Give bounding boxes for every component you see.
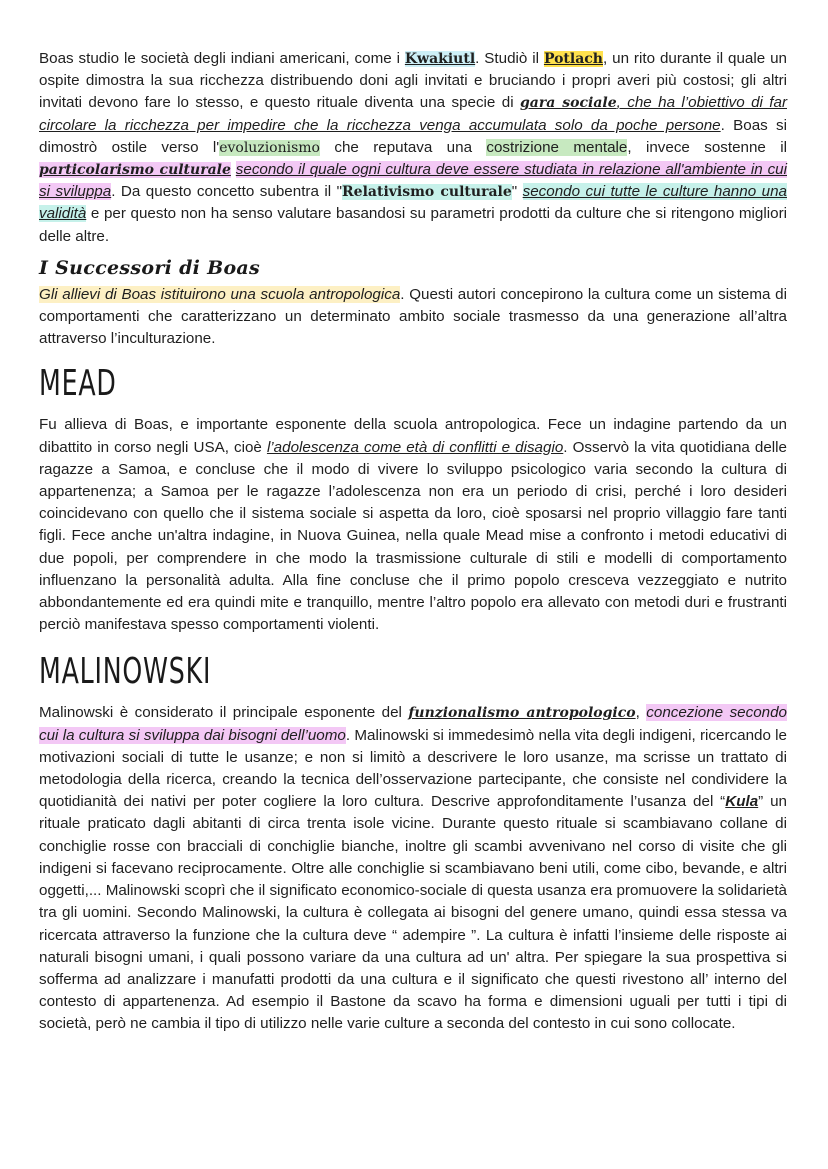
highlight-evoluzionismo: evoluzionismo xyxy=(219,139,320,156)
text-run: e per questo non ha senso valutare basandosi su parametri prodotti da culture che si ritengono migliori delle altre. xyxy=(39,205,787,245)
text-run: " xyxy=(511,183,523,201)
text-run: . Studiò il xyxy=(475,50,544,67)
document-page xyxy=(39,48,787,1036)
successori-paragraph xyxy=(39,284,787,351)
section-heading-successori: I Successori di Boas xyxy=(39,256,261,279)
text-run: Malinowski è considerato il principale esponente del xyxy=(39,704,409,722)
text-run-underlined: , che ha l’obiettivo di far circolare la ricchezza per impedire che la ricchezza venga accumulata solo da poche persone xyxy=(39,94,787,134)
text-run: . Malinowski si immedesimò nella vita degli indigeni, ricercando le motivazioni sociali di tutte le usanze; e non si limitò a descrivere le loro usanze, ma scrisse un trattato di metodologia della ricerca, creando la tecnica dell’osservazione partecipante, che consiste nel condividere la quotidianità dei nativi per poter cogliere la loro cultura. Descrive approfonditamente l’usanza del “ xyxy=(39,726,787,811)
text-run: Fu allieva di Boas, e importante esponente della scuola antropologica. Fece un indagine partendo da un dibattito in corso negli USA, cioè xyxy=(39,416,787,456)
term-kula: Kula xyxy=(725,793,759,811)
highlight-secondo-quale: secondo il quale ogni cultura deve essere studiata in relazione all'ambiente in cui si sviluppa xyxy=(39,161,787,201)
highlight-potlach: Potlach xyxy=(543,51,603,67)
section-heading-mead: MEAD xyxy=(39,363,117,405)
section-heading-malinowski: MALINOWSKI xyxy=(39,651,212,693)
text-run: , xyxy=(635,704,647,722)
term-gara-sociale: gara sociale xyxy=(519,95,617,112)
highlight-relativismo: Relativismo culturale xyxy=(342,184,512,201)
text-run: . Da questo concetto subentra il " xyxy=(111,183,343,201)
intro-paragraph xyxy=(39,48,787,248)
term-adolescenza: l’adolescenza come età di conflitti e disagio xyxy=(266,438,564,456)
highlight-allievi: Gli allievi di Boas istituirono una scuola antropologica xyxy=(39,285,401,303)
highlight-particolarismo: particolarismo culturale xyxy=(39,162,231,179)
highlight-costrizione: costrizione mentale xyxy=(486,138,628,156)
text-run: ” un rituale praticato dagli abitanti di circa trenta isole vicine. Durante questo rituale si scambiavano collane di conchiglie rosse con bracciali di conchiglie bianche, inoltre gli scambi avvenivano nel corso di visite che gli indigeni si facevano reciprocamente. Oltre alle conchiglie si scambiavano beni utili, come cibo, bevande, e altri oggetti,... Malinowski scoprì che il significato economico-sociale di questa usanza era promuovere la solidarietà tra gli uomini. Secondo Malinowski, la cultura è collegata ai bisogni del genere umano, quindi essa stessa va ricercata attraverso la funzione che la cultura deve “ adempire ”. La cultura è infatti l’insieme delle risposte ai naturali bisogni umani, i quali possono variare da una cultura ad un' altra. Per spiegare la sua prospettiva si sofferma ad analizzare i manufatti prodotti da una cultura e il significato che questi rivestono all’ interno del contesto di appartenenza. Ad esempio il Bastone da scavo ha forma e dimensioni uguali per tutti i tipi di società, però ne cambia il tipo di utilizzo nelle varie culture a seconda del contesto in cui sono collocate. xyxy=(39,793,787,1033)
malinowski-paragraph xyxy=(39,702,787,1035)
text-run: , invece sostenne il xyxy=(627,138,787,156)
term-funzionalismo: funzionalismo antropologico xyxy=(408,705,636,722)
text-run: . Questi autori concepirono la cultura come un sistema di comportamenti che caratterizzano un determinato ambito sociale trasmesso da una generazione all’altra attraverso l’inculturazione. xyxy=(39,285,787,348)
text-run: . Osservò la vita quotidiana delle ragazze a Samoa, e concluse che il modo di vivere lo sviluppo psicologico varia secondo la cultura di appartenenza; a Samoa per le ragazze l’adolescenza non era un periodo di crisi, perché i loro desideri coincidevano con quello che il sistema sociale si aspetta da loro, cioè sposarsi nel proprio villaggio fare tanti figli. Fece anche un'altra indagine, in Nuova Guinea, nella quale Mead mise a confronto i metodi educativi di due popoli, per comprendere in che modo la trasmissione culturale di stili e modelli di comportamento influenzano la personalità adulta. Alla fine concluse che il primo popolo cresceva vezzeggiato e nutrito abbondantemente ed era quindi mite e tranquillo, mentre l’altro popolo era allevato con metodi duri e frustranti perciò manifestava spesso comportamenti violenti. xyxy=(39,438,788,634)
highlight-concezione: concezione secondo cui la cultura si sviluppa dai bisogni dell’uomo xyxy=(39,704,787,744)
mead-paragraph xyxy=(39,414,787,636)
text-run: . Boas si dimostrò ostile verso l' xyxy=(39,116,787,156)
text-run: che reputava una xyxy=(320,138,487,156)
highlight-secondo-cui: secondo cui tutte le culture hanno una validità xyxy=(39,183,787,223)
text-run: , un rito durante il quale un ospite dimostra la sua ricchezza distribuendo doni agli invitati e bruciando i propri averi più costosi; gli altri invitati devono fare lo stesso, e questo rituale diventa una specie di xyxy=(39,50,787,112)
text-run: Boas studio le società degli indiani americani, come i xyxy=(39,50,405,67)
highlight-kwakiutl: Kwakiutl xyxy=(404,51,476,67)
